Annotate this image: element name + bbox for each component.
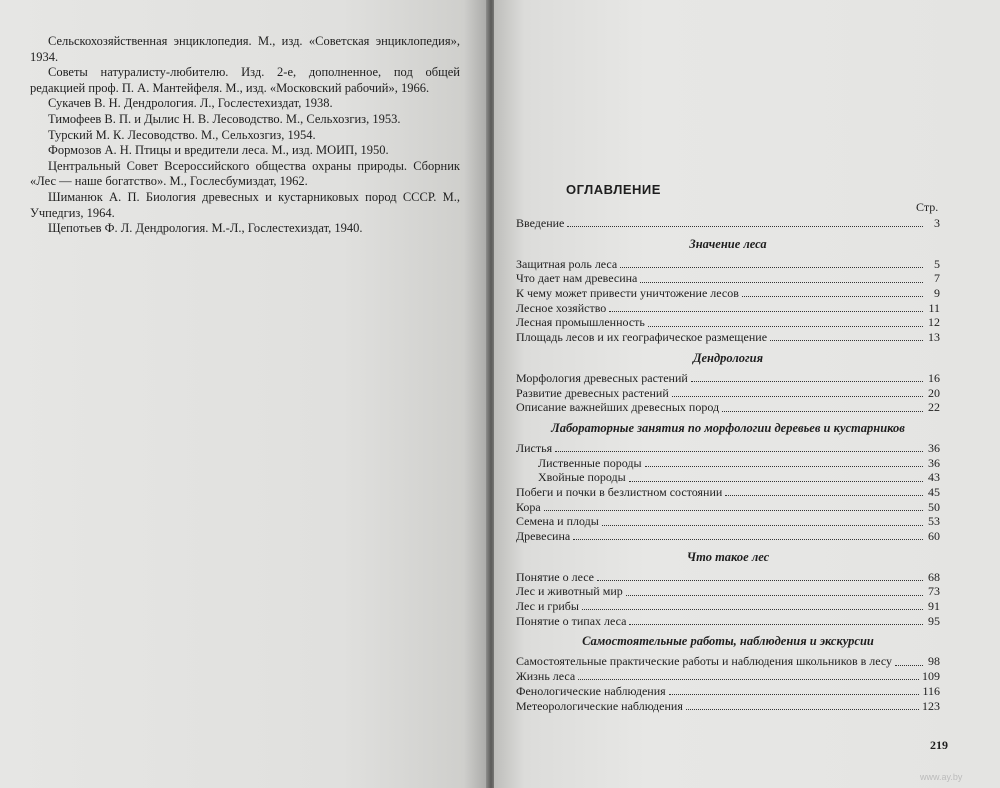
leader-dots — [609, 310, 923, 312]
toc-entry-page: 7 — [934, 271, 940, 286]
toc-entry-title: Древесина — [516, 529, 571, 543]
toc-entry-page: 3 — [934, 216, 940, 230]
toc-entry-title: Лес и животный мир — [516, 584, 623, 599]
left-page — [0, 0, 488, 788]
leader-dots — [669, 693, 920, 695]
toc-section-heading: Дендрология — [692, 350, 764, 365]
leader-dots — [722, 410, 923, 412]
toc-entry-page: 43 — [928, 470, 940, 485]
toc-entry — [516, 485, 940, 500]
toc-entry-title: Что дает нам древесина — [516, 271, 638, 286]
toc-entry-page: 50 — [928, 499, 940, 514]
toc-entry-title: Семена и плоды — [516, 514, 599, 529]
toc-entry — [516, 470, 940, 485]
bibliography-entry: Щепотьев Ф. Л. Дендрология. М.-Л., Гослестехиздат, 1940. — [48, 221, 363, 236]
leader-dots — [582, 608, 923, 610]
leader-dots — [648, 325, 923, 327]
toc-entry-title: Развитие древесных растений — [516, 385, 669, 400]
toc-entry-page: 68 — [928, 569, 940, 584]
leader-dots — [544, 509, 923, 511]
leader-dots — [629, 480, 923, 482]
bibliography-list — [30, 34, 460, 237]
toc-entry-title: Кора — [516, 499, 541, 514]
toc-entry-title: Понятие о типах леса — [516, 613, 627, 628]
toc-entry-title: Лиственные породы — [538, 455, 642, 470]
toc-entry — [516, 441, 940, 456]
toc-entry — [516, 400, 940, 415]
toc-entry-page: 116 — [922, 683, 940, 698]
toc-entry-page: 53 — [928, 514, 940, 529]
toc-entry-page: 60 — [928, 529, 940, 543]
toc-entry-title: Листья — [516, 440, 553, 455]
toc-entry — [516, 257, 940, 272]
leader-dots — [573, 538, 923, 540]
leader-dots — [602, 524, 923, 526]
page-number: 219 — [930, 738, 948, 752]
leader-dots — [895, 664, 923, 666]
bibliography-entry: Формозов А. Н. Птицы и вредители леса. М., изд. МОИП, 1950. — [48, 143, 389, 158]
toc-entry-title: Площадь лесов и их географическое размещение — [516, 330, 768, 345]
leader-dots — [620, 266, 923, 268]
bibliography-entry: Шиманюк А. П. Биология древесных и кустарниковых пород СССР. М., Учпедгиз, 1964. — [30, 189, 460, 220]
toc-entry-page: 13 — [928, 330, 940, 345]
bibliography-entry: Турский М. К. Лесоводство. М., Сельхозгиз, 1954. — [48, 127, 316, 142]
toc-entry-page: 5 — [934, 256, 940, 271]
toc-entry-title: Лес и грибы — [516, 599, 579, 614]
toc-entry-page: 20 — [928, 385, 940, 400]
toc-entry-page: 73 — [928, 584, 940, 599]
toc-entry — [516, 684, 940, 699]
toc-entry-title: Описание важнейших древесных пород — [516, 400, 720, 415]
toc-entry — [516, 286, 940, 301]
leader-dots — [626, 594, 923, 596]
toc-entry-page: 109 — [922, 669, 940, 684]
toc-entry-page: 22 — [928, 400, 940, 415]
toc-section-heading: Значение леса — [689, 236, 767, 251]
toc-entry — [516, 386, 940, 401]
toc-entry — [516, 315, 940, 330]
toc-entry — [516, 216, 940, 231]
leader-dots — [567, 225, 923, 227]
bibliography-entry: Сукачев В. Н. Дендрология. Л., Гослестехиздат, 1938. — [48, 96, 333, 111]
bibliography-entry: Сельскохозяйственная энциклопедия. М., изд. «Советская энциклопедия», 1934. — [30, 34, 460, 64]
toc-entry-title: Лесное хозяйство — [516, 300, 607, 315]
toc-entry — [516, 529, 940, 544]
leader-dots — [691, 380, 923, 382]
toc-entry-title: Понятие о лесе — [516, 569, 595, 584]
toc-entry-title: Защитная роль леса — [516, 256, 618, 271]
toc-entry — [516, 614, 940, 629]
toc-entry — [516, 599, 940, 614]
toc-title: ОГЛАВЛЕНИЕ — [566, 182, 661, 197]
toc-entry-page: 98 — [928, 654, 940, 669]
toc-page-header: Стр. — [916, 200, 939, 214]
toc-section-heading: Что такое лес — [686, 549, 770, 564]
bibliography-entry: Тимофеев В. П. и Дылис Н. В. Лесоводство. М., Сельхозгиз, 1953. — [48, 111, 401, 126]
toc-entry — [516, 669, 940, 684]
leader-dots — [742, 295, 923, 297]
leader-dots — [597, 579, 923, 581]
toc-section-heading: Лабораторные занятия по морфологии деревьев и кустарников — [551, 420, 905, 435]
toc-entry — [516, 514, 940, 529]
bibliography-entry: Центральный Совет Всероссийского общества охраны природы. Сборник «Лес — наше богатство». М., Гослесбумиздат, 1962. — [30, 158, 460, 189]
toc-entry-page: 95 — [928, 613, 940, 628]
toc-entry-page: 123 — [922, 698, 940, 713]
leader-dots — [770, 339, 923, 341]
toc-entry-page: 45 — [928, 484, 940, 499]
toc-entry-title: Лесная промышленность — [516, 315, 645, 330]
leader-dots — [725, 494, 923, 496]
toc-entry — [516, 271, 940, 286]
bibliography-entry: Советы натуралисту-любителю. Изд. 2-е, дополненное, под общей редакцией проф. П. А. Мантейфеля. М., изд. «Московский рабочий», 1966. — [30, 65, 460, 95]
toc-entry-title: Самостоятельные практические работы и наблюдения школьников в лесу — [516, 654, 893, 669]
toc-entry — [516, 584, 940, 599]
toc-entry-title: Введение — [516, 216, 565, 230]
toc-entry — [516, 330, 940, 345]
toc-entry-page: 91 — [928, 599, 940, 614]
toc-entry-page: 36 — [928, 455, 940, 470]
leader-dots — [629, 623, 923, 625]
toc-entry — [516, 456, 940, 471]
toc-entry-page: 12 — [928, 315, 940, 330]
leader-dots — [686, 708, 919, 710]
toc-entry-title: Побеги и почки в безлистном состоянии — [516, 484, 723, 499]
toc-section-heading: Самостоятельные работы, наблюдения и экскурсии — [582, 634, 874, 649]
leader-dots — [645, 465, 923, 467]
toc-entry-title: Жизнь леса — [516, 669, 576, 684]
leader-dots — [555, 450, 923, 452]
toc-entry — [516, 301, 940, 316]
toc-entry-title: К чему может привести уничтожение лесов — [516, 286, 739, 301]
table-of-contents — [516, 216, 940, 713]
leader-dots — [672, 395, 923, 397]
toc-entry-page: 11 — [928, 300, 940, 315]
toc-entry-title: Хвойные породы — [538, 470, 626, 485]
toc-entry-page: 9 — [934, 286, 940, 301]
toc-entry — [516, 570, 940, 585]
toc-entry-title: Метеорологические наблюдения — [516, 698, 683, 713]
toc-entry — [516, 654, 940, 669]
toc-entry-page: 36 — [928, 440, 940, 455]
toc-entry — [516, 371, 940, 386]
watermark: www.ay.by — [920, 772, 963, 782]
toc-entry-title: Морфология древесных растений — [516, 370, 688, 385]
toc-entry-page: 16 — [928, 370, 940, 385]
toc-entry-title: Фенологические наблюдения — [516, 683, 666, 698]
toc-entry — [516, 500, 940, 515]
leader-dots — [578, 678, 919, 680]
toc-entry — [516, 699, 940, 714]
leader-dots — [640, 281, 923, 283]
